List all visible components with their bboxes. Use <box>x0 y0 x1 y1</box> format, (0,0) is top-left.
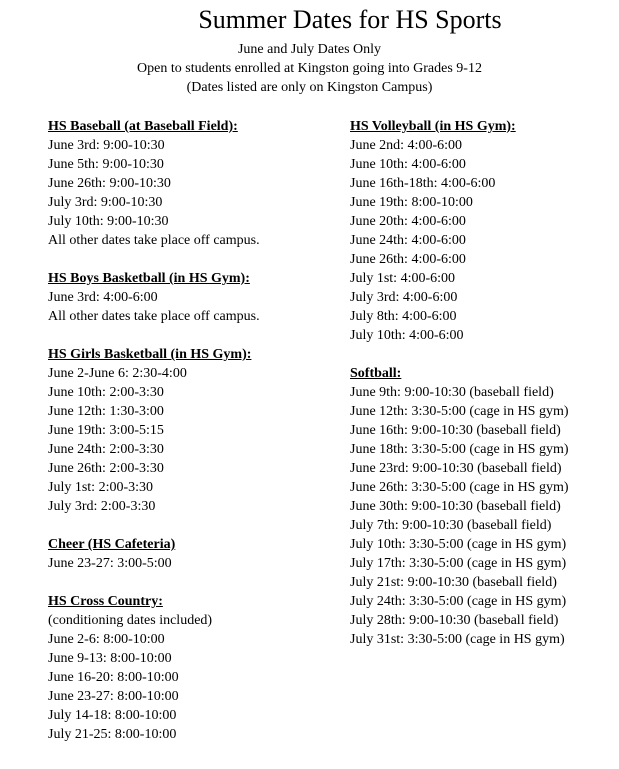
schedule-line: July 1st: 2:00-3:30 <box>48 480 154 495</box>
schedule-line: All other dates take place off campus. <box>48 309 260 324</box>
section-heading: HS Girls Basketball (in HS Gym): <box>48 347 252 362</box>
section-heading: HS Volleyball (in HS Gym): <box>350 119 516 134</box>
schedule-line: June 9-13: 8:00-10:00 <box>48 651 172 666</box>
schedule-line: July 10th: 4:00-6:00 <box>350 328 464 343</box>
schedule-line: June 9th: 9:00-10:30 (baseball field) <box>350 385 554 400</box>
schedule-line: July 24th: 3:30-5:00 (cage in HS gym) <box>350 594 567 609</box>
section-heading: Softball: <box>350 366 402 381</box>
subtitle-dates-note: June and July Dates Only <box>237 42 382 57</box>
schedule-line: July 3rd: 2:00-3:30 <box>48 499 156 514</box>
schedule-line: July 31st: 3:30-5:00 (cage in HS gym) <box>350 632 565 647</box>
schedule-line: June 23-27: 8:00-10:00 <box>48 689 179 704</box>
schedule-line: June 16th-18th: 4:00-6:00 <box>350 176 496 191</box>
schedule-line: July 3rd: 9:00-10:30 <box>48 195 163 210</box>
schedule-line: June 26th: 9:00-10:30 <box>48 176 171 191</box>
schedule-line: June 24th: 2:00-3:30 <box>48 442 164 457</box>
section-cheer-hs-cafeteria <box>48 535 260 573</box>
schedule-line: July 3rd: 4:00-6:00 <box>350 290 458 305</box>
schedule-line: June 26th: 4:00-6:00 <box>350 252 466 267</box>
schedule-line: July 8th: 4:00-6:00 <box>350 309 457 324</box>
schedule-line: June 24th: 4:00-6:00 <box>350 233 466 248</box>
schedule-line: June 12th: 1:30-3:00 <box>48 404 164 419</box>
schedule-line: June 19th: 3:00-5:15 <box>48 423 164 438</box>
section-hs-cross-country <box>48 592 260 744</box>
schedule-line: June 18th: 3:30-5:00 (cage in HS gym) <box>350 442 569 457</box>
schedule-line: June 12th: 3:30-5:00 (cage in HS gym) <box>350 404 569 419</box>
schedule-line: June 20th: 4:00-6:00 <box>350 214 466 229</box>
right-column <box>350 117 569 668</box>
section-hs-baseball-at-baseball-field <box>48 117 260 250</box>
section-heading: HS Cross Country: <box>48 594 163 609</box>
section-heading: Cheer (HS Cafeteria) <box>48 537 176 552</box>
section-hs-boys-basketball-in-hs-gym <box>48 269 260 326</box>
schedule-line: June 23-27: 3:00-5:00 <box>48 556 172 571</box>
schedule-line: June 3rd: 4:00-6:00 <box>48 290 158 305</box>
schedule-line: June 2nd: 4:00-6:00 <box>350 138 462 153</box>
schedule-line: July 21-25: 8:00-10:00 <box>48 727 177 742</box>
schedule-line: June 10th: 4:00-6:00 <box>350 157 466 172</box>
schedule-line: June 19th: 8:00-10:00 <box>350 195 473 210</box>
schedule-line: June 2-6: 8:00-10:00 <box>48 632 165 647</box>
subtitle-block <box>0 40 619 97</box>
left-column <box>48 117 260 763</box>
schedule-line: July 10th: 3:30-5:00 (cage in HS gym) <box>350 537 567 552</box>
schedule-line: (conditioning dates included) <box>48 613 213 628</box>
section-heading: HS Boys Basketball (in HS Gym): <box>48 271 250 286</box>
section-hs-girls-basketball-in-hs-gym <box>48 345 260 516</box>
schedule-line: July 10th: 9:00-10:30 <box>48 214 169 229</box>
schedule-line: June 16th: 9:00-10:30 (baseball field) <box>350 423 561 438</box>
schedule-line: July 7th: 9:00-10:30 (baseball field) <box>350 518 552 533</box>
schedule-line: July 28th: 9:00-10:30 (baseball field) <box>350 613 559 628</box>
schedule-line: July 14-18: 8:00-10:00 <box>48 708 177 723</box>
schedule-line: June 26th: 2:00-3:30 <box>48 461 164 476</box>
subtitle-campus-note: (Dates listed are only on Kingston Campus) <box>186 80 433 95</box>
schedule-line: July 17th: 3:30-5:00 (cage in HS gym) <box>350 556 567 571</box>
schedule-line: June 5th: 9:00-10:30 <box>48 157 164 172</box>
schedule-line: June 30th: 9:00-10:30 (baseball field) <box>350 499 561 514</box>
schedule-line: June 3rd: 9:00-10:30 <box>48 138 165 153</box>
subtitle-eligibility: Open to students enrolled at Kingston going into Grades 9-12 <box>137 61 482 76</box>
schedule-line: June 2-June 6: 2:30-4:00 <box>48 366 187 381</box>
page-title: Summer Dates for HS Sports <box>198 5 502 34</box>
schedule-line: June 16-20: 8:00-10:00 <box>48 670 179 685</box>
section-softball <box>350 364 569 649</box>
section-hs-volleyball-in-hs-gym <box>350 117 569 345</box>
schedule-line: July 21st: 9:00-10:30 (baseball field) <box>350 575 557 590</box>
section-heading: HS Baseball (at Baseball Field): <box>48 119 238 134</box>
schedule-line: July 1st: 4:00-6:00 <box>350 271 456 286</box>
schedule-line: June 26th: 3:30-5:00 (cage in HS gym) <box>350 480 569 495</box>
schedule-line: All other dates take place off campus. <box>48 233 260 248</box>
schedule-line: June 10th: 2:00-3:30 <box>48 385 164 400</box>
schedule-line: June 23rd: 9:00-10:30 (baseball field) <box>350 461 562 476</box>
